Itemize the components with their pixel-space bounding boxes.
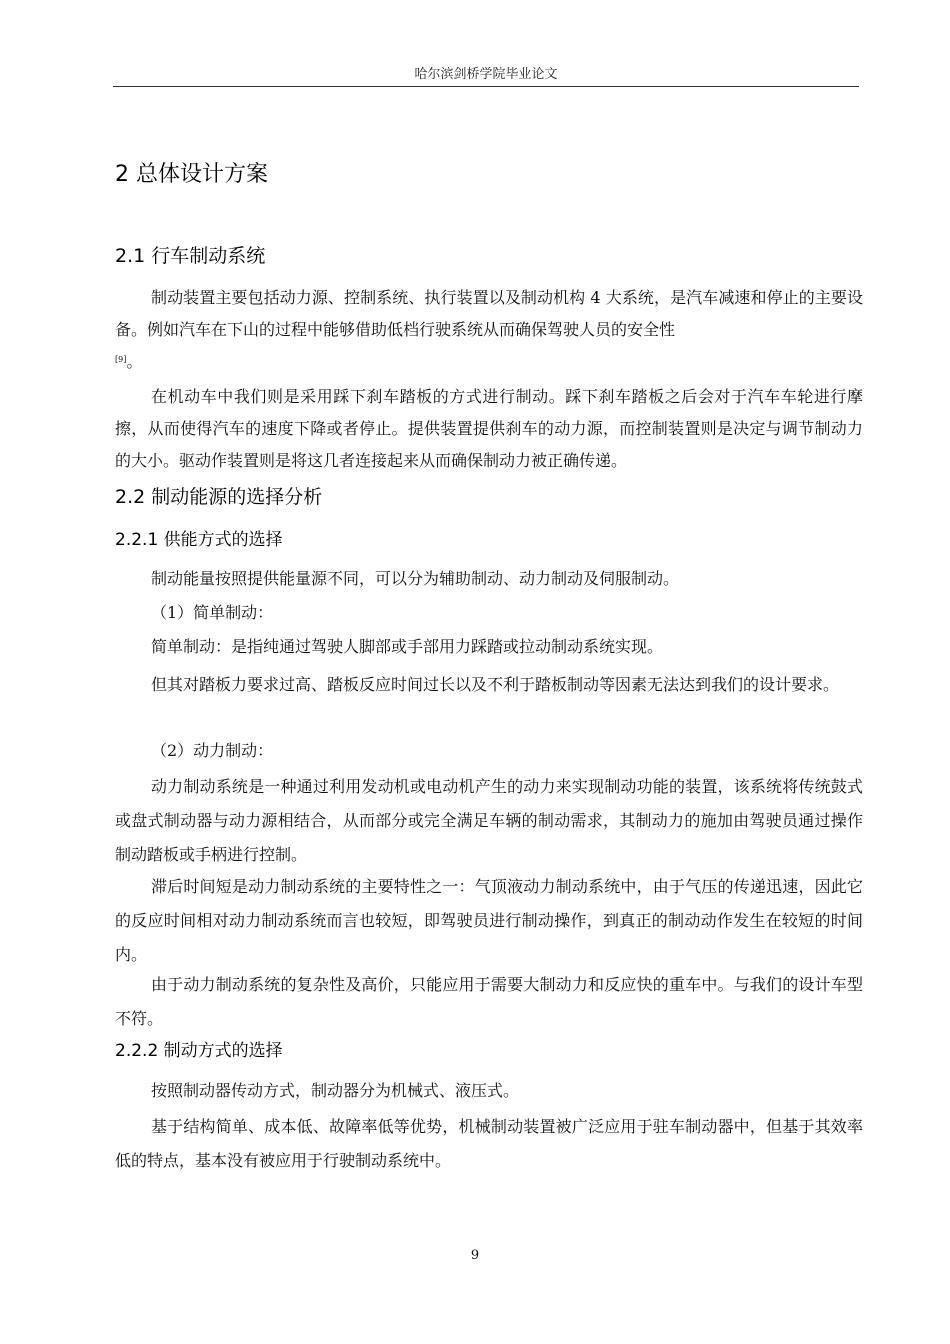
paragraph-text: 制动装置主要包括动力源、控制系统、执行装置以及制动机构 4 大系统，是汽车减速和停止的主要设备。例如汽车在下山的过程中能够借助低档行驶系统从而确保驾驶人员的安全性 <box>115 288 863 339</box>
section-2-1-title: 2.1 行车制动系统 <box>115 245 266 267</box>
section-2-2-2-paragraph-2: 基于结构简单、成本低、故障率低等优势，机械制动装置被广泛应用于驻车制动器中，但基于其效率低的特点，基本没有被应用于行驶制动系统中。 <box>115 1117 863 1170</box>
section-2-2-1-paragraph-4: 动力制动系统是一种通过利用发动机或电动机产生的动力来实现制动功能的装置，该系统将传统鼓式或盘式制动器与动力源相结合，从而部分或完全满足车辆的制动需求，其制动力的施加由驾驶员通过操作制动踏板或手柄进行控制。 <box>115 777 863 864</box>
section-2-2-1-paragraph-2: 简单制动：是指纯通过驾驶人脚部或手部用力踩踏或拉动制动系统实现。 <box>151 637 664 656</box>
section-2-1-paragraph-1 <box>115 282 863 378</box>
list-item-simple-braking: （1）简单制动： <box>151 603 274 622</box>
section-2-2-1-title: 2.2.1 供能方式的选择 <box>115 530 283 550</box>
section-2-2-1-paragraph-5: 滞后时间短是动力制动系统的主要特性之一：气顶液动力制动系统中，由于气压的传递迅速，因此它的反应时间相对动力制动系统而言也较短，即驾驶员进行制动操作，到真正的制动动作发生在较短的时间内。 <box>115 877 863 964</box>
page-header <box>113 66 859 87</box>
section-2-2-2-paragraph-1: 按照制动器传动方式，制动器分为机械式、液压式。 <box>151 1081 520 1100</box>
section-2-2-1-paragraph-6: 由于动力制动系统的复杂性及高价，只能应用于需要大制动力和反应快的重车中。与我们的设计车型不符。 <box>115 975 863 1028</box>
section-2-2-title: 2.2 制动能源的选择分析 <box>115 486 323 508</box>
section-2-2-2-title: 2.2.2 制动方式的选择 <box>115 1041 283 1061</box>
section-2-2-1-paragraph-1: 制动能量按照提供能量源不同，可以分为辅助制动、动力制动及伺服制动。 <box>151 569 680 588</box>
list-item-power-braking: （2）动力制动： <box>151 741 274 760</box>
paragraph-end: 。 <box>126 352 143 371</box>
section-2-2-1-paragraph-3: 但其对踏板力要求过高、踏板反应时间过长以及不利于踏板制动等因素无法达到我们的设计要求。 <box>151 675 840 694</box>
chapter-title: 2 总体设计方案 <box>115 162 268 187</box>
section-2-1-paragraph-2: 在机动车中我们则是采用踩下刹车踏板的方式进行制动。踩下刹车踏板之后会对于汽车车轮进行摩擦，从而使得汽车的速度下降或者停止。提供装置提供刹车的动力源，而控制装置则是决定与调节制动力的大小。驱动作装置则是将这几者连接起来从而确保制动力被正确传递。 <box>115 387 863 470</box>
page-number: 9 <box>470 1248 480 1263</box>
citation-ref: [9] <box>115 355 127 364</box>
header-title: 哈尔滨剑桥学院毕业论文 <box>414 67 558 82</box>
